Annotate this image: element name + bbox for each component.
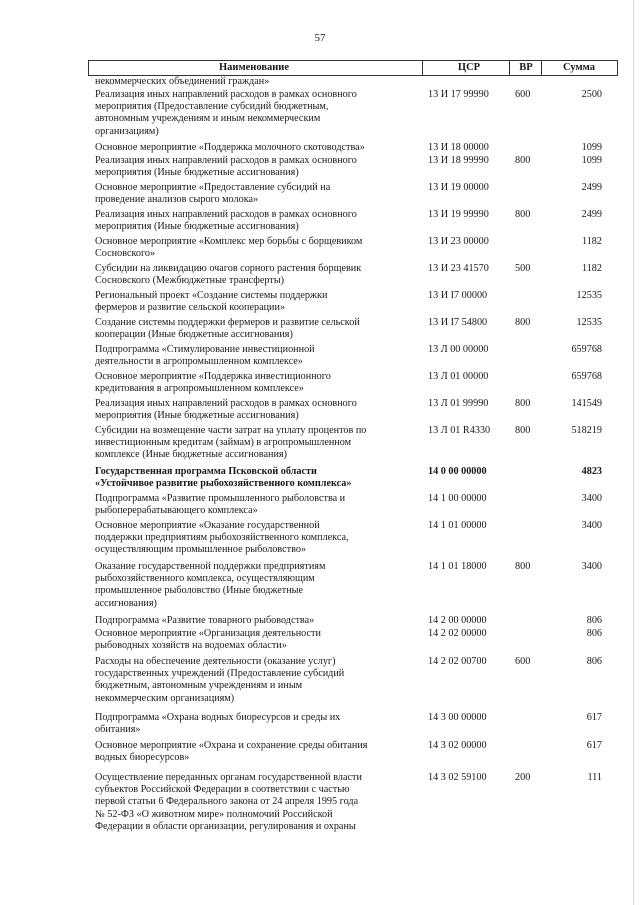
- row-name-line: Расходы на обеспечение деятельности (оказание услуг): [95, 656, 336, 667]
- row-name: [95, 142, 420, 154]
- row-name-line: бюджетным, автономным учреждениям и иным: [95, 680, 303, 692]
- row-name-line: Сосновского»: [95, 248, 156, 260]
- row-name-line: № 52-ФЗ «О животном мире» полномочий Российской: [95, 808, 333, 820]
- row-name-line: Основное мероприятие «Организация деятельности: [95, 628, 321, 639]
- row-name: [95, 209, 420, 233]
- row-sum: 4823: [581, 466, 602, 477]
- row-name: [95, 398, 420, 422]
- row-csr: 14 0 00 00000: [428, 466, 487, 477]
- page-number: 57: [314, 32, 326, 44]
- row-name-line: обитания»: [95, 724, 141, 736]
- row-sum: 617: [586, 712, 602, 723]
- row-name-line: ассигнования): [95, 597, 157, 609]
- header-vr: ВР: [519, 62, 533, 73]
- row-vr: 800: [515, 155, 531, 166]
- row-csr: 13 И 19 00000: [428, 182, 489, 193]
- row-sum: 2500: [581, 89, 602, 100]
- row-csr: 14 1 01 18000: [428, 561, 487, 572]
- row-name-line: Основное мероприятие «Предоставление субсидий на: [95, 182, 331, 193]
- row-vr: 800: [515, 209, 531, 220]
- row-name: [95, 182, 420, 206]
- row-name-line: Сосновского (Межбюджетные трансферты): [95, 275, 285, 287]
- row-name-line: Основное мероприятие «Поддержка инвестиционного: [95, 371, 331, 382]
- row-name: [95, 371, 420, 395]
- row-csr: 13 Л 01 99990: [428, 398, 489, 409]
- row-vr: 600: [515, 656, 531, 667]
- row-sum: 659768: [571, 344, 602, 355]
- row-csr: 13 И 19 99990: [428, 209, 489, 220]
- row-name: [95, 155, 420, 179]
- row-name-line: субъектов Российской Федерации в соответствии с частью: [95, 784, 350, 796]
- row-name-line: Реализация иных направлений расходов в рамках основного: [95, 155, 357, 166]
- row-csr: 13 И I7 00000: [428, 290, 488, 301]
- row-name-line: рыбоводных хозяйств на водоемах области»: [95, 640, 287, 652]
- row-csr: 13 И 23 41570: [428, 263, 489, 274]
- row-name-line: водных биоресурсов»: [95, 752, 190, 764]
- scan-edge-line: [633, 0, 634, 905]
- row-name-line: некоммерческих объединений граждан»: [95, 76, 270, 87]
- row-sum: 806: [586, 628, 602, 639]
- row-name-line: Оказание государственной поддержки предприятиям: [95, 561, 326, 572]
- row-name-line: некоммерческим организациям): [95, 692, 235, 704]
- row-name-line: первой статьи 6 Федерального закона от 24 апреля 1995 года: [95, 796, 359, 808]
- row-sum: 1099: [581, 142, 602, 153]
- row-csr: 14 2 02 00000: [428, 628, 487, 639]
- row-sum: 111: [587, 772, 602, 783]
- row-name: [95, 615, 420, 627]
- row-csr: 13 Л 01 00000: [428, 371, 489, 382]
- row-sum: 3400: [581, 493, 602, 504]
- row-sum: 2499: [581, 209, 602, 220]
- row-name: [95, 76, 420, 88]
- row-name: [95, 290, 420, 314]
- row-name-line: поддержки предприятиям рыбохозяйственного комплекса,: [95, 532, 349, 544]
- row-name: [95, 628, 420, 652]
- row-name-line: осуществляющим промышленное рыболовство»: [95, 544, 307, 556]
- row-name: [95, 561, 420, 610]
- row-name-line: мероприятия (Предоставление субсидий бюджетным,: [95, 101, 329, 113]
- row-csr: 13 И 23 00000: [428, 236, 489, 247]
- header-divider: [541, 61, 542, 75]
- row-csr: 14 3 02 00000: [428, 740, 487, 751]
- row-vr: 500: [515, 263, 531, 274]
- row-csr: 14 1 01 00000: [428, 520, 487, 531]
- row-name-line: Региональный проект «Создание системы поддержки: [95, 290, 328, 301]
- row-name: [95, 712, 420, 736]
- row-name-line: мероприятия (Иные бюджетные ассигнования): [95, 410, 299, 422]
- row-name-line: Государственная программа Псковской области: [95, 466, 317, 477]
- row-sum: 3400: [581, 520, 602, 531]
- row-name-line: Основное мероприятие «Охрана и сохранение среды обитания: [95, 740, 368, 751]
- row-name-line: Субсидии на ликвидацию очагов сорного растения борщевик: [95, 263, 362, 274]
- row-csr: 14 3 00 00000: [428, 712, 487, 723]
- row-name-line: Создание системы поддержки фермеров и развитие сельской: [95, 317, 360, 328]
- row-name-line: организациям): [95, 125, 159, 137]
- row-name: [95, 317, 420, 341]
- row-sum: 1182: [582, 236, 602, 247]
- row-csr: 14 1 00 00000: [428, 493, 487, 504]
- row-name: [95, 236, 420, 260]
- row-name: [95, 466, 420, 490]
- row-name: [95, 493, 420, 517]
- row-name-line: проведение анализов сырого молока»: [95, 194, 259, 206]
- row-name-line: «Устойчивое развитие рыбохозяйственного комплекса»: [95, 478, 352, 490]
- row-name: [95, 425, 420, 462]
- row-sum: 1182: [582, 263, 602, 274]
- row-vr: 800: [515, 425, 531, 436]
- row-csr: 14 3 02 59100: [428, 772, 487, 783]
- header-csr: ЦСР: [457, 62, 481, 73]
- row-name-line: Осуществление переданных органам государственной власти: [95, 772, 362, 783]
- row-sum: 141549: [571, 398, 602, 409]
- row-name-line: кредитования в агропромышленном комплексе»: [95, 383, 304, 395]
- row-name-line: Реализация иных направлений расходов в рамках основного: [95, 89, 357, 100]
- row-name-line: Подпрограмма «Охрана водных биоресурсов и среды их: [95, 712, 341, 723]
- row-name: [95, 89, 420, 138]
- header-sum: Сумма: [563, 62, 595, 73]
- row-name: [95, 344, 420, 368]
- row-name-line: Федерации в области организации, регулирования и охраны: [95, 820, 356, 832]
- header-divider: [422, 61, 423, 75]
- row-name-line: рыбоперерабатывающего комплекса»: [95, 505, 258, 517]
- row-sum: 2499: [581, 182, 602, 193]
- row-name-line: Основное мероприятие «Комплекс мер борьбы с борщевиком: [95, 236, 363, 247]
- row-name-line: Субсидии на возмещение части затрат на уплату процентов по: [95, 425, 367, 436]
- row-name-line: мероприятия (Иные бюджетные ассигнования): [95, 167, 299, 179]
- row-sum: 518219: [571, 425, 602, 436]
- row-sum: 659768: [571, 371, 602, 382]
- row-name-line: Основное мероприятие «Оказание государственной: [95, 520, 320, 531]
- row-name-line: Подпрограмма «Развитие промышленного рыболовства и: [95, 493, 346, 504]
- row-name-line: Реализация иных направлений расходов в рамках основного: [95, 398, 357, 409]
- row-csr: 13 И 18 99990: [428, 155, 489, 166]
- row-sum: 12535: [576, 290, 602, 301]
- row-sum: 617: [586, 740, 602, 751]
- row-name-line: промышленное рыболовство (Иные бюджетные: [95, 585, 304, 597]
- row-name: [95, 263, 420, 287]
- row-csr: 13 И 17 99990: [428, 89, 489, 100]
- header-divider: [509, 61, 510, 75]
- row-vr: 800: [515, 398, 531, 409]
- row-name-line: Основное мероприятие «Поддержка молочного скотоводства»: [95, 142, 365, 153]
- row-vr: 200: [515, 772, 531, 783]
- row-csr: 13 Л 01 R4330: [428, 425, 491, 436]
- row-vr: 600: [515, 89, 531, 100]
- row-csr: 13 И 18 00000: [428, 142, 489, 153]
- row-name: [95, 772, 420, 833]
- row-csr: 13 И I7 54800: [428, 317, 488, 328]
- row-vr: 800: [515, 317, 531, 328]
- header-name: Наименование: [219, 62, 289, 73]
- row-csr: 13 Л 00 00000: [428, 344, 489, 355]
- row-name-line: Реализация иных направлений расходов в рамках основного: [95, 209, 357, 220]
- row-name-line: автономным учреждениям и иным некоммерческим: [95, 113, 321, 125]
- row-sum: 12535: [576, 317, 602, 328]
- row-csr: 14 2 02 00700: [428, 656, 487, 667]
- row-name-line: деятельности в агропромышленном комплексе»: [95, 356, 303, 368]
- row-name-line: фермеров и развитие сельской кооперации»: [95, 302, 286, 314]
- row-name-line: мероприятия (Иные бюджетные ассигнования): [95, 221, 299, 233]
- row-sum: 806: [586, 615, 602, 626]
- row-name: [95, 656, 420, 705]
- table-header: [88, 60, 618, 76]
- row-name-line: Подпрограмма «Развитие товарного рыбоводства»: [95, 615, 315, 626]
- row-vr: 800: [515, 561, 531, 572]
- row-sum: 1099: [581, 155, 602, 166]
- row-name-line: Подпрограмма «Стимулирование инвестиционной: [95, 344, 315, 355]
- row-name: [95, 520, 420, 557]
- row-sum: 3400: [581, 561, 602, 572]
- row-sum: 806: [586, 656, 602, 667]
- row-name-line: рыбохозяйственного комплекса, осуществляющим: [95, 573, 315, 585]
- row-name-line: государственных учреждений (Предоставление субсидий: [95, 668, 345, 680]
- row-csr: 14 2 00 00000: [428, 615, 487, 626]
- row-name: [95, 740, 420, 764]
- row-name-line: инвестиционным кредитам (займам) в агропромышленном: [95, 437, 352, 449]
- row-name-line: комплексе (Иные бюджетные ассигнования): [95, 449, 287, 461]
- row-name-line: кооперации (Иные бюджетные ассигнования): [95, 329, 293, 341]
